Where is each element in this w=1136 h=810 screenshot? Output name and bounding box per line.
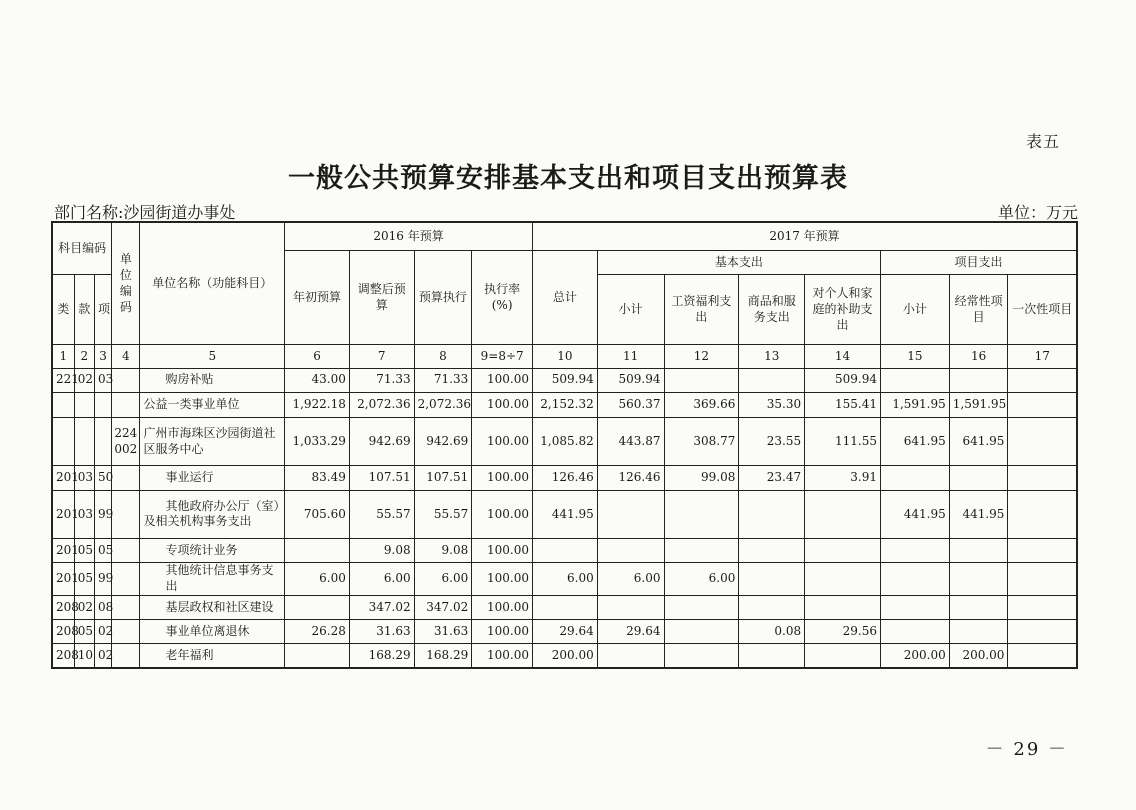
- cell-value: [739, 563, 805, 595]
- cell-unit-code: [112, 490, 140, 538]
- header-regular: 经常性项目: [949, 274, 1008, 344]
- cell-value: 942.69: [349, 417, 414, 465]
- cell-value: 1,085.82: [533, 417, 598, 465]
- cell-value: [1008, 595, 1077, 619]
- cell-value: 35.30: [739, 392, 805, 417]
- cell-value: 6.00: [533, 563, 598, 595]
- cell-value: 83.49: [285, 466, 350, 490]
- column-number: 6: [285, 344, 350, 368]
- cell-value: [597, 595, 664, 619]
- cell-xiang: 02: [94, 620, 111, 644]
- cell-value: [805, 644, 881, 668]
- cell-value: 126.46: [597, 466, 664, 490]
- cell-value: 100.00: [472, 368, 533, 392]
- cell-value: [739, 368, 805, 392]
- cell-unit-name: 老年福利: [140, 644, 285, 668]
- column-number-row: [52, 344, 1077, 368]
- cell-unit-name: 基层政权和社区建设: [140, 595, 285, 619]
- cell-value: 6.00: [414, 563, 472, 595]
- cell-unit-code: [112, 392, 140, 417]
- header-goods: 商品和服务支出: [739, 274, 805, 344]
- column-number: 3: [94, 344, 111, 368]
- column-number: 9=8÷7: [472, 344, 533, 368]
- header-adjusted-budget: 调整后预算: [349, 250, 414, 344]
- cell-kuan: 05: [74, 563, 94, 595]
- cell-value: [880, 368, 949, 392]
- header-2016-budget: 2016 年预算: [285, 222, 533, 250]
- cell-xiang: 99: [94, 563, 111, 595]
- cell-value: [664, 644, 739, 668]
- cell-kuan: 05: [74, 539, 94, 563]
- cell-value: [597, 539, 664, 563]
- cell-xiang: 02: [94, 644, 111, 668]
- cell-value: 29.64: [533, 620, 598, 644]
- cell-value: 441.95: [880, 490, 949, 538]
- cell-xiang: 05: [94, 539, 111, 563]
- cell-value: 942.69: [414, 417, 472, 465]
- cell-value: [739, 644, 805, 668]
- cell-value: 443.87: [597, 417, 664, 465]
- cell-lei: [52, 392, 74, 417]
- cell-value: [664, 539, 739, 563]
- cell-value: [1008, 392, 1077, 417]
- header-lei: 类: [52, 274, 74, 344]
- cell-value: 441.95: [949, 490, 1008, 538]
- header-subject-code: 科目编码: [52, 222, 112, 274]
- header-total: 总计: [533, 250, 598, 344]
- column-number: 15: [880, 344, 949, 368]
- header-exec-rate: 执行率(%): [472, 250, 533, 344]
- column-number: 8: [414, 344, 472, 368]
- cell-value: [805, 490, 881, 538]
- cell-xiang: [94, 392, 111, 417]
- table-label: 表五: [1025, 132, 1060, 151]
- header-xiang: 项: [94, 274, 111, 344]
- cell-kuan: 03: [74, 490, 94, 538]
- cell-value: 55.57: [349, 490, 414, 538]
- cell-value: 308.77: [664, 417, 739, 465]
- cell-unit-name: 事业运行: [140, 466, 285, 490]
- table-row: [52, 563, 1077, 595]
- cell-value: 100.00: [472, 490, 533, 538]
- cell-unit-code: [112, 620, 140, 644]
- cell-value: [1008, 620, 1077, 644]
- cell-value: 31.63: [414, 620, 472, 644]
- cell-value: [1008, 539, 1077, 563]
- table-row: [52, 539, 1077, 563]
- cell-value: 100.00: [472, 539, 533, 563]
- cell-value: 1,591.95: [880, 392, 949, 417]
- column-number: 7: [349, 344, 414, 368]
- cell-value: 509.94: [533, 368, 598, 392]
- cell-value: [285, 539, 350, 563]
- header-project: 项目支出: [880, 250, 1077, 274]
- cell-value: [880, 539, 949, 563]
- cell-value: [1008, 563, 1077, 595]
- cell-value: [285, 644, 350, 668]
- cell-value: 43.00: [285, 368, 350, 392]
- cell-value: [949, 595, 1008, 619]
- table-row: [52, 392, 1077, 417]
- cell-value: 55.57: [414, 490, 472, 538]
- table-row: [52, 620, 1077, 644]
- cell-value: 107.51: [414, 466, 472, 490]
- cell-value: 641.95: [949, 417, 1008, 465]
- table-row: [52, 644, 1077, 668]
- cell-value: 2,072.36: [349, 392, 414, 417]
- column-number: 5: [140, 344, 285, 368]
- cell-unit-name: 事业单位离退休: [140, 620, 285, 644]
- header-onetime: 一次性项目: [1008, 274, 1077, 344]
- cell-value: [533, 539, 598, 563]
- cell-unit-name: 购房补贴: [140, 368, 285, 392]
- cell-value: 155.41: [805, 392, 881, 417]
- column-number: 13: [739, 344, 805, 368]
- column-number: 17: [1008, 344, 1077, 368]
- cell-lei: 208: [52, 644, 74, 668]
- cell-value: 0.08: [739, 620, 805, 644]
- cell-value: [949, 563, 1008, 595]
- cell-value: 31.63: [349, 620, 414, 644]
- cell-value: 1,033.29: [285, 417, 350, 465]
- cell-value: 509.94: [597, 368, 664, 392]
- cell-kuan: 05: [74, 620, 94, 644]
- header-subsidy: 对个人和家庭的补助支出: [805, 274, 881, 344]
- cell-unit-code: [112, 595, 140, 619]
- cell-value: [1008, 368, 1077, 392]
- cell-value: 560.37: [597, 392, 664, 417]
- cell-value: 1,591.95: [949, 392, 1008, 417]
- cell-lei: 208: [52, 620, 74, 644]
- department-name: 部门名称:沙园街道办事处: [54, 203, 236, 222]
- column-number: 16: [949, 344, 1008, 368]
- cell-value: [880, 620, 949, 644]
- cell-value: 6.00: [285, 563, 350, 595]
- budget-table: [51, 221, 1078, 669]
- cell-value: [1008, 490, 1077, 538]
- cell-value: [1008, 644, 1077, 668]
- cell-unit-name: 广州市海珠区沙园街道社区服务中心: [140, 417, 285, 465]
- cell-value: [805, 539, 881, 563]
- cell-unit-code: [112, 644, 140, 668]
- cell-unit-name: 其他统计信息事务支出: [140, 563, 285, 595]
- cell-value: 99.08: [664, 466, 739, 490]
- cell-value: 23.55: [739, 417, 805, 465]
- cell-value: [597, 490, 664, 538]
- cell-value: [533, 595, 598, 619]
- header-basic: 基本支出: [597, 250, 880, 274]
- cell-lei: 201: [52, 466, 74, 490]
- cell-value: 100.00: [472, 466, 533, 490]
- cell-value: [285, 595, 350, 619]
- cell-value: 107.51: [349, 466, 414, 490]
- cell-lei: 201: [52, 563, 74, 595]
- header-project-subtotal: 小计: [880, 274, 949, 344]
- table-row: [52, 466, 1077, 490]
- cell-value: 26.28: [285, 620, 350, 644]
- table-header: [52, 222, 1077, 368]
- cell-value: 29.56: [805, 620, 881, 644]
- cell-value: 100.00: [472, 392, 533, 417]
- column-number: 2: [74, 344, 94, 368]
- cell-kuan: [74, 392, 94, 417]
- cell-value: 23.47: [739, 466, 805, 490]
- cell-value: [739, 490, 805, 538]
- cell-value: 347.02: [414, 595, 472, 619]
- cell-xiang: 08: [94, 595, 111, 619]
- cell-kuan: 03: [74, 466, 94, 490]
- page-number: － 29 －: [985, 739, 1068, 760]
- cell-lei: 208: [52, 595, 74, 619]
- cell-value: 2,072.36: [414, 392, 472, 417]
- header-execution: 预算执行: [414, 250, 472, 344]
- cell-value: [664, 620, 739, 644]
- cell-value: 347.02: [349, 595, 414, 619]
- column-number: 10: [533, 344, 598, 368]
- cell-value: 100.00: [472, 620, 533, 644]
- cell-lei: 201: [52, 539, 74, 563]
- header-kuan: 款: [74, 274, 94, 344]
- cell-value: [949, 466, 1008, 490]
- cell-value: 100.00: [472, 417, 533, 465]
- cell-unit-name: 专项统计业务: [140, 539, 285, 563]
- cell-value: 1,922.18: [285, 392, 350, 417]
- cell-value: [1008, 466, 1077, 490]
- table-row: [52, 595, 1077, 619]
- column-number: 12: [664, 344, 739, 368]
- cell-value: [664, 595, 739, 619]
- cell-lei: 201: [52, 490, 74, 538]
- cell-value: 71.33: [414, 368, 472, 392]
- cell-unit-code: [112, 563, 140, 595]
- cell-value: [880, 563, 949, 595]
- cell-value: 2,152.32: [533, 392, 598, 417]
- cell-value: 100.00: [472, 595, 533, 619]
- cell-kuan: 10: [74, 644, 94, 668]
- column-number: 11: [597, 344, 664, 368]
- cell-value: 369.66: [664, 392, 739, 417]
- cell-value: [805, 595, 881, 619]
- column-number: 4: [112, 344, 140, 368]
- header-wages: 工资福利支出: [664, 274, 739, 344]
- cell-unit-code: [112, 368, 140, 392]
- cell-value: 3.91: [805, 466, 881, 490]
- cell-value: [664, 368, 739, 392]
- cell-value: 6.00: [349, 563, 414, 595]
- header-unit-code: 单位编码: [112, 222, 140, 344]
- header-2017-budget: 2017 年预算: [533, 222, 1078, 250]
- cell-value: [949, 620, 1008, 644]
- cell-kuan: [74, 417, 94, 465]
- cell-lei: 221: [52, 368, 74, 392]
- column-number: 14: [805, 344, 881, 368]
- cell-value: 126.46: [533, 466, 598, 490]
- cell-kuan: 02: [74, 368, 94, 392]
- cell-unit-code: [112, 466, 140, 490]
- header-subtotal: 小计: [597, 274, 664, 344]
- cell-value: 168.29: [349, 644, 414, 668]
- cell-value: [880, 595, 949, 619]
- cell-value: [805, 563, 881, 595]
- cell-value: 200.00: [949, 644, 1008, 668]
- cell-value: [664, 490, 739, 538]
- cell-value: 100.00: [472, 644, 533, 668]
- cell-xiang: 99: [94, 490, 111, 538]
- cell-value: [1008, 417, 1077, 465]
- cell-value: [739, 539, 805, 563]
- cell-lei: [52, 417, 74, 465]
- table-row: [52, 490, 1077, 538]
- cell-xiang: [94, 417, 111, 465]
- cell-unit-name: 公益一类事业单位: [140, 392, 285, 417]
- cell-value: 9.08: [349, 539, 414, 563]
- cell-value: 200.00: [533, 644, 598, 668]
- cell-value: 29.64: [597, 620, 664, 644]
- cell-value: 441.95: [533, 490, 598, 538]
- unit-label: 单位：万元: [997, 203, 1078, 222]
- cell-value: 200.00: [880, 644, 949, 668]
- cell-value: 71.33: [349, 368, 414, 392]
- header-initial-budget: 年初预算: [285, 250, 350, 344]
- cell-value: [949, 539, 1008, 563]
- cell-unit-code: 224002: [112, 417, 140, 465]
- cell-value: [880, 466, 949, 490]
- cell-value: 641.95: [880, 417, 949, 465]
- cell-value: 509.94: [805, 368, 881, 392]
- page-title: 一般公共预算安排基本支出和项目支出预算表: [288, 163, 848, 194]
- cell-value: 6.00: [597, 563, 664, 595]
- cell-value: [949, 368, 1008, 392]
- cell-value: 100.00: [472, 563, 533, 595]
- table-body: [52, 368, 1077, 668]
- cell-xiang: 50: [94, 466, 111, 490]
- cell-value: 111.55: [805, 417, 881, 465]
- cell-value: 705.60: [285, 490, 350, 538]
- cell-kuan: 02: [74, 595, 94, 619]
- column-number: 1: [52, 344, 74, 368]
- cell-unit-name: 其他政府办公厅（室）及相关机构事务支出: [140, 490, 285, 538]
- cell-value: [597, 644, 664, 668]
- table-row: [52, 368, 1077, 392]
- cell-unit-code: [112, 539, 140, 563]
- cell-value: [739, 595, 805, 619]
- cell-xiang: 03: [94, 368, 111, 392]
- cell-value: 168.29: [414, 644, 472, 668]
- cell-value: 6.00: [664, 563, 739, 595]
- table-row: [52, 417, 1077, 465]
- header-unit-name: 单位名称（功能科目）: [140, 222, 285, 344]
- cell-value: 9.08: [414, 539, 472, 563]
